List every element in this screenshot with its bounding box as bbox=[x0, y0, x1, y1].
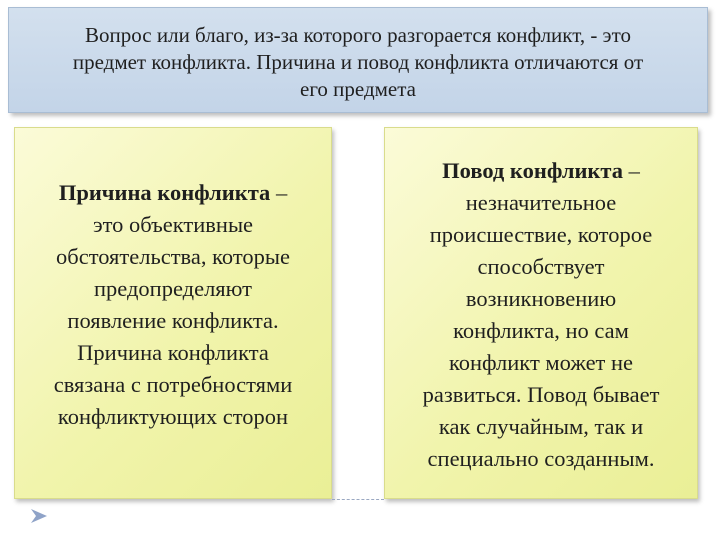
cause-line: обстоятельства, которые bbox=[56, 244, 290, 269]
cause-term-line bbox=[59, 177, 287, 209]
bullet-arrow-icon bbox=[28, 507, 50, 525]
occasion-line: незначительное bbox=[465, 190, 617, 215]
occasion-dash: – bbox=[622, 158, 640, 183]
occasion-line: происшествие, которое bbox=[429, 222, 653, 247]
occasion-line: развиться. Повод бывает bbox=[422, 382, 660, 407]
header-line-1: Вопрос или благо, из-за которого разгорается конфликт, - это bbox=[85, 23, 631, 47]
cause-line: это объективные bbox=[92, 212, 254, 237]
cause-dash: – bbox=[270, 180, 288, 205]
header-line-3: его предмета bbox=[300, 77, 416, 101]
cause-line: предопределяют bbox=[93, 276, 253, 301]
cause-card bbox=[14, 127, 332, 499]
cause-line: конфликтующих сторон bbox=[57, 404, 289, 429]
occasion-term-line bbox=[442, 155, 640, 187]
occasion-term: Повод конфликта bbox=[442, 158, 623, 183]
occasion-line: конфликта, но сам bbox=[453, 318, 629, 343]
cause-term: Причина конфликта bbox=[58, 180, 271, 205]
occasion-line: специально созданным. bbox=[427, 446, 655, 471]
card-connector-line bbox=[332, 499, 384, 500]
occasion-line: конфликт может не bbox=[448, 350, 634, 375]
header-box bbox=[8, 7, 708, 113]
cause-line: появление конфликта. bbox=[67, 308, 279, 333]
cause-line: Причина конфликта bbox=[77, 340, 269, 365]
header-line-2: предмет конфликта. Причина и повод конфликта отличаются от bbox=[72, 50, 644, 74]
occasion-line: как случайным, так и bbox=[438, 414, 644, 439]
cause-line: связана с потребностями bbox=[53, 372, 293, 397]
occasion-line: способствует bbox=[477, 254, 605, 279]
occasion-line: возникновению bbox=[465, 286, 617, 311]
occasion-card bbox=[384, 127, 698, 499]
